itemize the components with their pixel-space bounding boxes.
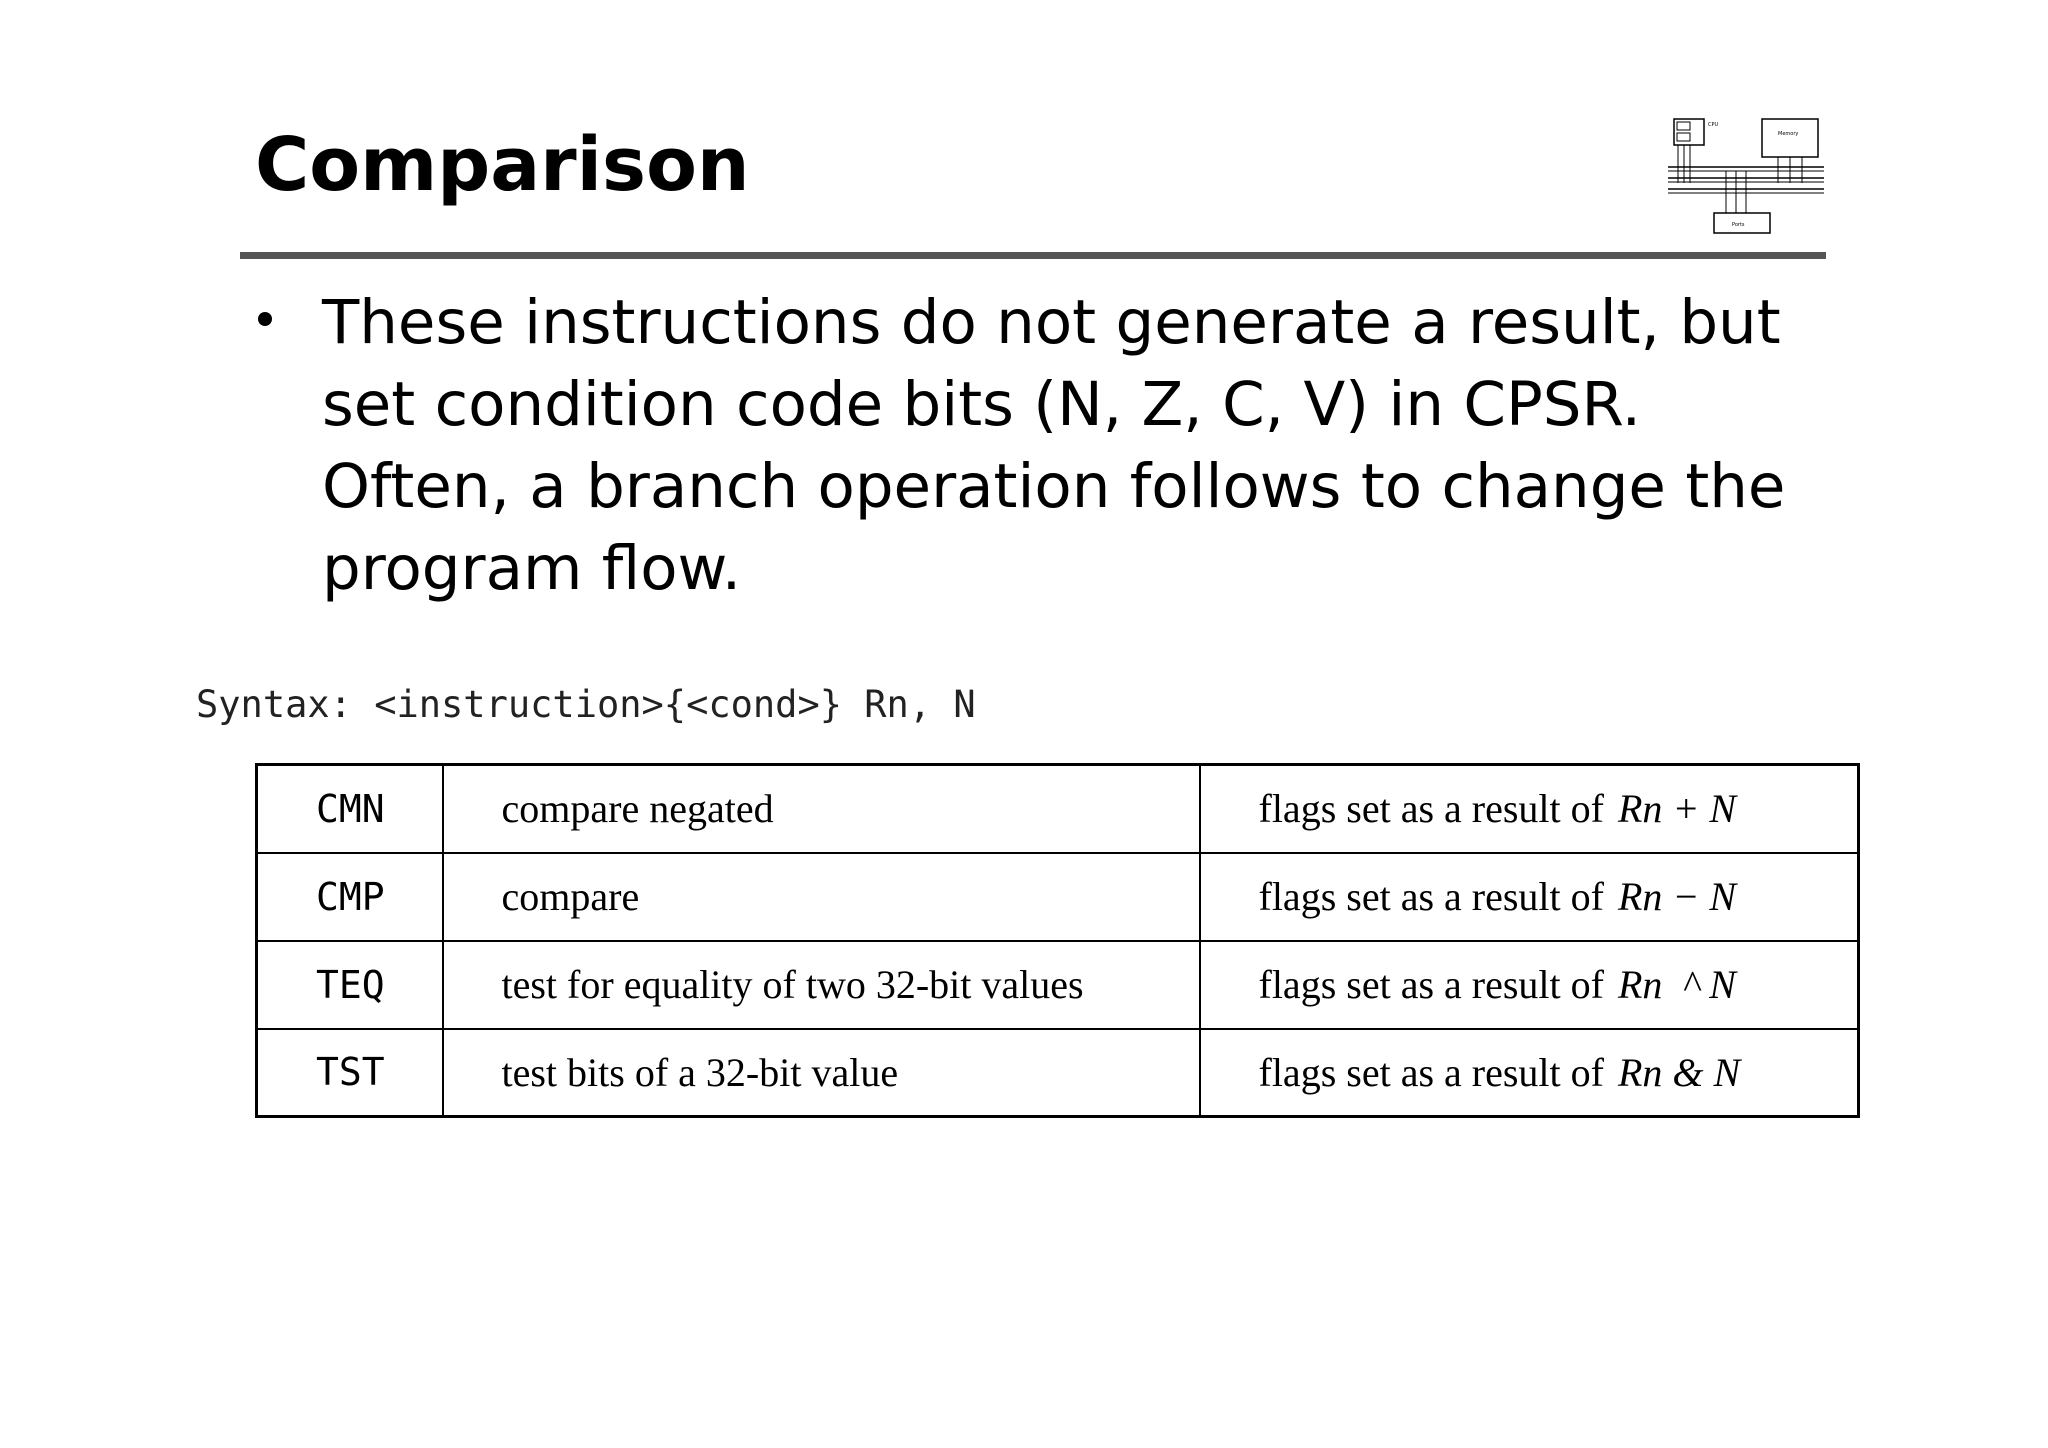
flags-expression: Rn − N [1617,874,1737,919]
flags-cell [1200,853,1859,941]
description-cell: compare [443,853,1200,941]
logo-memory-label: Memory [1778,131,1799,137]
mnemonic-cell: CMP [257,853,443,941]
mnemonic-cell: TEQ [257,941,443,1029]
table-row [257,941,1859,1029]
flags-text: flags set as a result of [1258,1049,1604,1095]
flags-expression: Rn + N [1617,786,1737,832]
flags-text: flags set as a result of [1258,786,1604,832]
table-row [257,853,1859,941]
table-row [257,1029,1859,1117]
flags-text: flags set as a result of [1258,962,1604,1007]
mnemonic-cell: TST [257,1029,443,1117]
flags-cell [1200,1029,1859,1117]
computer-architecture-diagram-icon [1666,115,1826,235]
description-cell: test for equality of two 32-bit values [443,941,1200,1029]
bullet-icon [258,312,272,326]
logo-cpu-label: CPU [1708,122,1719,128]
slide-title: Comparison [255,122,750,208]
syntax-line: Syntax: <instruction>{<cond>} Rn, N [196,683,976,726]
title-rule [240,252,1826,259]
description-cell: test bits of a 32-bit value [443,1029,1200,1117]
description-cell: compare negated [443,765,1200,853]
flags-text: flags set as a result of [1258,874,1604,919]
flags-cell [1200,765,1859,853]
flags-cell [1200,941,1859,1029]
flags-expression: Rn & N [1617,1049,1741,1095]
bullet-text: These instructions do not generate a result, but set condition code bits (N, Z, C, V) in CPSR. Often, a branch operation follows to change the program flow. [322,287,1786,604]
mnemonic-cell: CMN [257,765,443,853]
table-row [257,765,1859,853]
flags-expression: Rn ^ N [1617,962,1736,1007]
comparison-instructions-table [255,763,1860,1118]
logo-ports-label: Ports [1732,222,1745,228]
